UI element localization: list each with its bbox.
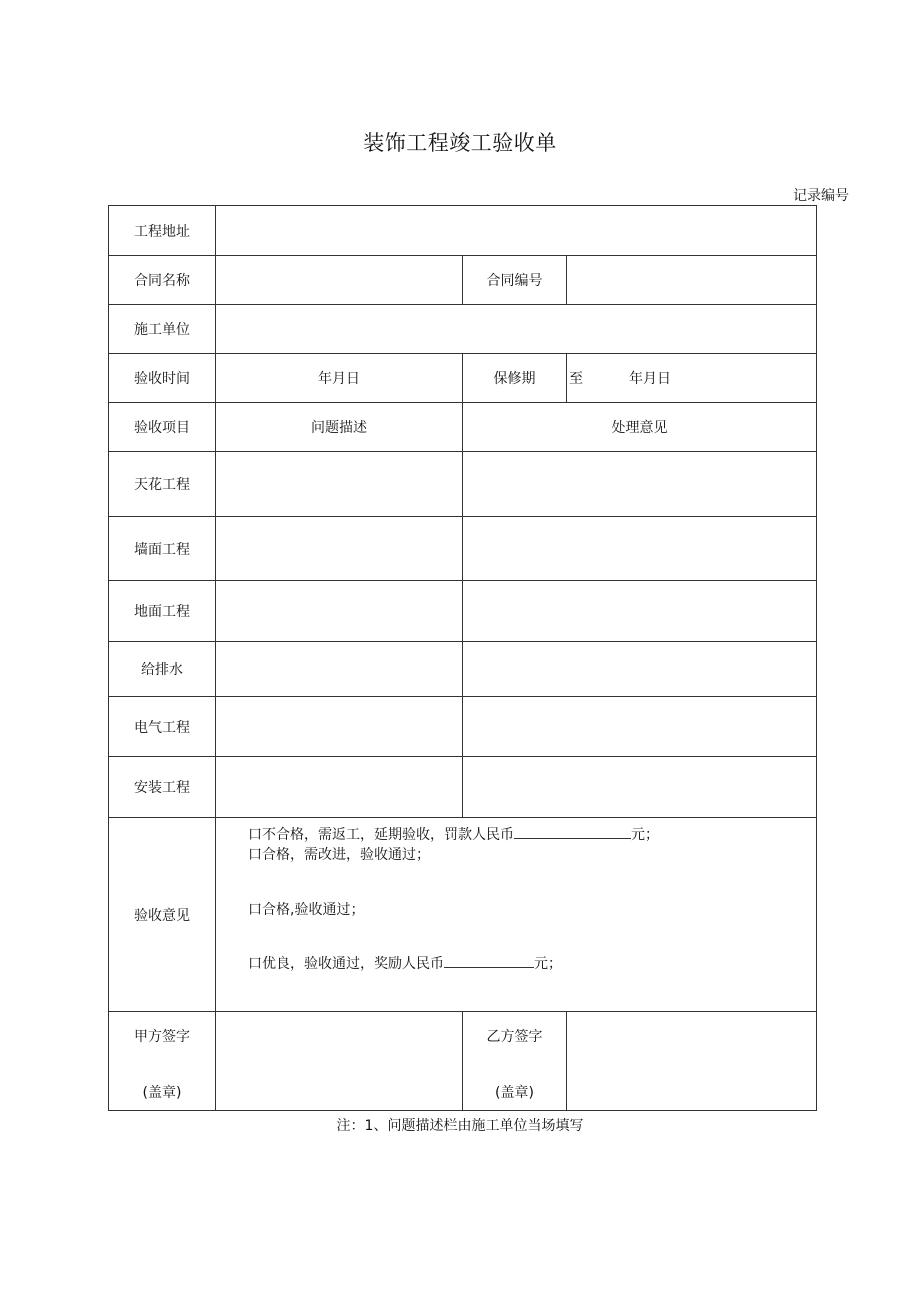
- party-b-sign-text: 乙方签字: [486, 1029, 543, 1045]
- opinion-pass-option[interactable]: [248, 899, 816, 954]
- table-row: [109, 452, 817, 517]
- opinion-options: [216, 818, 817, 1012]
- opinion-row: [109, 818, 817, 1012]
- handling-field[interactable]: [463, 757, 817, 818]
- handling-field[interactable]: [463, 452, 817, 517]
- handling-field[interactable]: [463, 697, 817, 757]
- problem-field[interactable]: [216, 757, 463, 818]
- address-field[interactable]: [216, 206, 817, 256]
- opinion-pass-text: 口合格,验收通过；: [248, 901, 365, 918]
- table-row: [109, 642, 817, 697]
- penalty-amount-blank[interactable]: [514, 824, 631, 839]
- contractor-field[interactable]: [216, 305, 817, 354]
- opinion-excellent-text: 口优良，验收通过，奖励人民币: [248, 956, 444, 972]
- footnote: 注：1、问题描述栏由施工单位当场填写: [336, 1118, 584, 1134]
- header-item: 验收项目: [109, 403, 216, 452]
- table-row: [109, 517, 817, 581]
- item-name: 电气工程: [109, 697, 216, 757]
- acceptance-date-field[interactable]: 年月日: [216, 354, 463, 403]
- contract-no-field[interactable]: [567, 256, 817, 305]
- handling-field[interactable]: [463, 581, 817, 642]
- opinion-fail-option[interactable]: [248, 824, 816, 844]
- contract-name-label: 合同名称: [109, 256, 216, 305]
- table-row: [109, 757, 817, 818]
- opinion-label: 验收意见: [109, 818, 216, 1012]
- header-handling: 处理意见: [463, 403, 817, 452]
- table-row: [109, 581, 817, 642]
- party-a-sign-text: 甲方签字: [134, 1029, 190, 1045]
- acceptance-time-label: 验收时间: [109, 354, 216, 403]
- warranty-label: 保修期: [463, 354, 567, 403]
- header-row: [109, 403, 817, 452]
- handling-field[interactable]: [463, 517, 817, 581]
- party-b-stamp-text: (盖章): [495, 1085, 534, 1101]
- page-title: 装饰工程竣工验收单: [363, 131, 557, 155]
- item-name: 安装工程: [109, 757, 216, 818]
- handling-field[interactable]: [463, 642, 817, 697]
- item-name: 天花工程: [109, 452, 216, 517]
- address-row: [109, 206, 817, 256]
- table-row: [109, 697, 817, 757]
- contractor-row: [109, 305, 817, 354]
- party-b-signature-field[interactable]: [567, 1012, 817, 1111]
- warranty-date-text: 年月日: [629, 371, 671, 387]
- reward-amount-blank[interactable]: [444, 953, 534, 968]
- signature-row: [109, 1012, 817, 1111]
- party-a-signature-label: [109, 1012, 216, 1111]
- opinion-excellent-suffix: 元；: [534, 956, 562, 972]
- problem-field[interactable]: [216, 452, 463, 517]
- time-row: [109, 354, 817, 403]
- party-a-stamp-text: (盖章): [142, 1085, 182, 1101]
- address-label: 工程地址: [109, 206, 216, 256]
- contractor-label: 施工单位: [109, 305, 216, 354]
- record-number-label: 记录编号: [793, 188, 849, 204]
- problem-field[interactable]: [216, 581, 463, 642]
- opinion-fix-option[interactable]: [248, 844, 816, 899]
- problem-field[interactable]: [216, 697, 463, 757]
- opinion-fix-text: 口合格，需改进，验收通过；: [248, 847, 430, 863]
- problem-field[interactable]: [216, 517, 463, 581]
- problem-field[interactable]: [216, 642, 463, 697]
- acceptance-form-table: [108, 205, 817, 1111]
- item-name: 给排水: [109, 642, 216, 697]
- party-b-signature-label: [463, 1012, 567, 1111]
- item-name: 墙面工程: [109, 517, 216, 581]
- contract-no-label: 合同编号: [463, 256, 567, 305]
- warranty-field[interactable]: [567, 354, 817, 403]
- warranty-to-text: 至: [569, 371, 583, 387]
- item-name: 地面工程: [109, 581, 216, 642]
- opinion-excellent-option[interactable]: [248, 953, 816, 1008]
- opinion-fail-text: 口不合格，需返工，延期验收，罚款人民币: [248, 827, 514, 843]
- opinion-fail-suffix: 元；: [631, 827, 659, 843]
- contract-row: [109, 256, 817, 305]
- header-problem: 问题描述: [216, 403, 463, 452]
- contract-name-field[interactable]: [216, 256, 463, 305]
- party-a-signature-field[interactable]: [216, 1012, 463, 1111]
